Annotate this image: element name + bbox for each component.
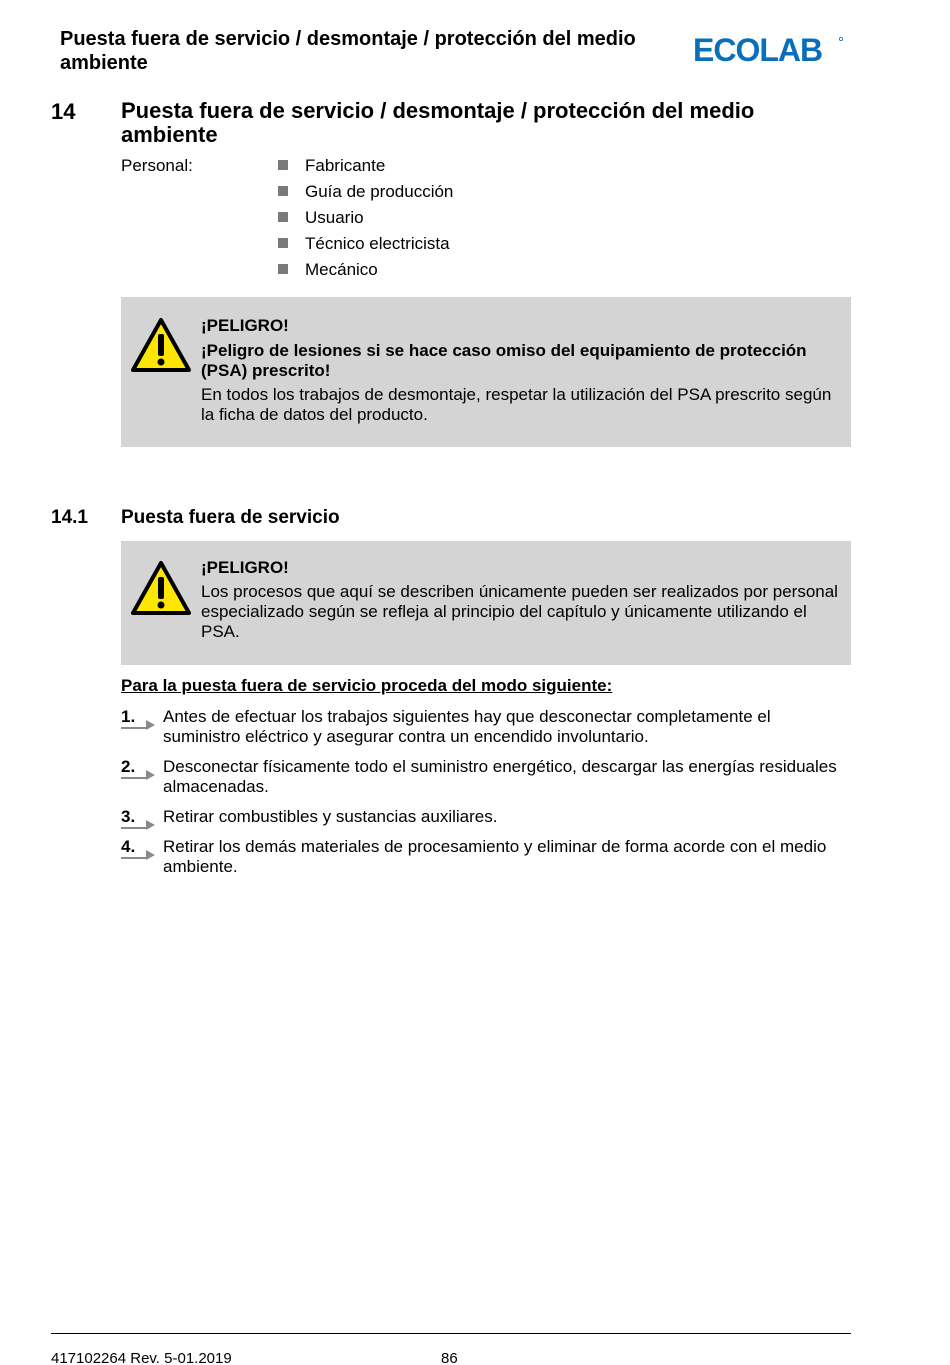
personal-label: Personal: xyxy=(121,156,193,175)
procedure-heading: Para la puesta fuera de servicio proceda del modo siguiente: xyxy=(121,676,613,695)
personal-item: Mecánico xyxy=(278,260,453,286)
personal-list xyxy=(278,156,453,286)
danger-signal-word: ¡PELIGRO! xyxy=(201,316,289,335)
section-title: Puesta fuera de servicio / desmontaje / protección del medio ambiente xyxy=(121,98,755,147)
ecolab-logo xyxy=(693,32,843,66)
step-arrow-icon xyxy=(146,720,155,730)
personal-item: Técnico electricista xyxy=(278,234,453,260)
subsection-title: Puesta fuera de servicio xyxy=(121,507,340,528)
page-number: 86 xyxy=(441,1350,458,1365)
step-text: Desconectar físicamente todo el suministro energético, descargar las energías residuales almacenadas. xyxy=(163,757,837,796)
danger-headline: ¡Peligro de lesiones si se hace caso omiso del equipamiento de protección (PSA) prescrito! xyxy=(201,341,807,380)
personal-item: Usuario xyxy=(278,208,453,234)
step-text: Retirar combustibles y sustancias auxiliares. xyxy=(163,807,498,826)
step-number: 1. xyxy=(121,707,157,729)
step-arrow-icon xyxy=(146,770,155,780)
warning-triangle-icon xyxy=(130,317,192,373)
subsection-number: 14.1 xyxy=(51,507,88,528)
danger-signal-word: ¡PELIGRO! xyxy=(201,558,289,577)
danger-body: En todos los trabajos de desmontaje, respetar la utilización del PSA prescrito según la ficha de datos del producto. xyxy=(201,385,832,424)
footer-document-reference: 417102264 Rev. 5-01.2019 xyxy=(51,1350,232,1365)
step-text: Retirar los demás materiales de procesamiento y eliminar de forma acorde con el medio ambiente. xyxy=(163,837,827,876)
step-number: 3. xyxy=(121,807,157,829)
logo-text: ECOLAB xyxy=(693,32,823,66)
step-arrow-icon xyxy=(146,820,155,830)
warning-triangle-icon xyxy=(130,560,192,616)
bullet-square-icon xyxy=(278,212,288,222)
footer-divider xyxy=(51,1333,851,1334)
danger-notice-qualified-personnel xyxy=(121,541,851,665)
danger-notice-ppe xyxy=(121,297,851,447)
personal-item: Fabricante xyxy=(278,156,453,182)
bullet-square-icon xyxy=(278,160,288,170)
step-number: 2. xyxy=(121,757,157,779)
personal-item: Guía de producción xyxy=(278,182,453,208)
running-header-title: Puesta fuera de servicio / desmontaje / protección del medio ambiente xyxy=(60,28,636,74)
bullet-square-icon xyxy=(278,186,288,196)
bullet-square-icon xyxy=(278,264,288,274)
step-text: Antes de efectuar los trabajos siguientes hay que desconectar completamente el suministro eléctrico y asegurar contra un encendido involuntario. xyxy=(163,707,771,746)
bullet-square-icon xyxy=(278,238,288,248)
danger-body: Los procesos que aquí se describen únicamente pueden ser realizados por personal especializado según se refleja al principio del capítulo y únicamente utilizando el PSA. xyxy=(201,582,838,641)
step-number: 4. xyxy=(121,837,157,859)
section-number: 14 xyxy=(51,99,76,124)
step-arrow-icon xyxy=(146,850,155,860)
